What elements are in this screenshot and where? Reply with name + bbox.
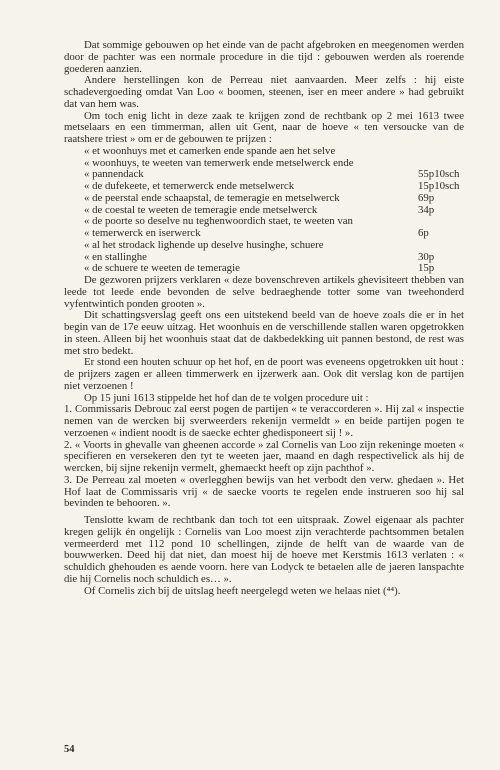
list-item bbox=[84, 240, 464, 252]
item-text: « temerwerck en iserwerck bbox=[84, 227, 201, 239]
list-item bbox=[84, 181, 464, 193]
item-value: 34p bbox=[418, 203, 435, 216]
procedure-item: 1. Commissaris Debrouc zal eerst pogen de partijen « te veraccorderen ». Hij zal « inspectie nemen van de wercken bij sverweerders rekenijn vermeldt » en beide partijen pogen te verzoenen « indient noodt is de saecke echter ghedisponeert sij ! ». bbox=[64, 403, 464, 439]
valuation-list bbox=[64, 146, 464, 275]
paragraph: De gezworen prijzers verklaren « deze bovenschreven artikels ghevisiteert thebben van leede tot leede ende bevonden de selve bedraeghende totter some van tweehonderd vyfentwintich ponden grooten ». bbox=[64, 274, 464, 310]
page-number: 54 bbox=[64, 744, 75, 755]
item-value: 15p bbox=[418, 262, 435, 275]
paragraph: Tenslotte kwam de rechtbank dan toch tot een uitspraak. Zowel eigenaar als pachter kregen gelijk én ongelijk : Cornelis van Loo moest zijn verachterde pachtsommen betalen vermeerderd met 112 pond 10 schellingen, zijnde de helft van de waarde van de bouwwerken. Deed hij dat niet, dan moest hij de hoeve met Kerstmis 1613 verlaten : « schuldich ghehouden es aende voorn. here van Lodyck te betaelen alle de jaeren lanspachte die hij Cornelis noch schuldich es… ». bbox=[64, 514, 464, 585]
item-value: 69p bbox=[418, 191, 435, 204]
item-text: « de schuere te weeten de temeragie bbox=[84, 262, 240, 275]
procedure-item: 3. De Perreau zal moeten « overlegghen bewijs van het verbodt den verw. ghedaen ». Het Hof laat de Commissaris vrij « de saecke voorts te regelen ende instrueren soo hij sal bevinden te behooren. ». bbox=[64, 473, 464, 510]
item-value: 30p bbox=[418, 250, 435, 263]
paragraph: Dit schattingsverslag geeft ons een uitstekend beeld van de hoeve zoals die er in het begin van de 17e eeuw uitzag. Het woonhuis en de verschillende stallen waren opgetrokken in steen. Alleen bij het woonhuis staat dat de dakbedekking uit pannen bestond, de rest was met stro bedekt. bbox=[64, 309, 464, 357]
item-text: « de coestal te weeten de temeragie ende metselwerck bbox=[84, 203, 318, 216]
item-text: « de peerstal ende schaapstal, de temeragie en metselwerck bbox=[84, 191, 340, 204]
item-text: « et woonhuys met et camerken ende spande aen het selve bbox=[84, 144, 336, 157]
body-text bbox=[64, 40, 464, 597]
item-text: « de dufekeete, et temerwerck ende metselwerck bbox=[84, 180, 295, 192]
item-value: 6p bbox=[418, 227, 429, 239]
item-value: 15p10sch bbox=[418, 180, 460, 192]
list-item bbox=[84, 146, 464, 158]
item-text: « pannendack bbox=[84, 168, 144, 181]
paragraph: Andere herstellingen kon de Perreau niet aanvaarden. Meer zelfs : hij eiste schadevergoeding omdat Van Loo « boomen, steenen, iser en meer andere » had gebruikt dat van hem was. bbox=[64, 74, 464, 110]
paragraph: Om toch enig licht in deze zaak te krijgen zond de rechtbank op 2 mei 1613 twee metselaars en een timmerman, allen uit Gent, naar de hoeve « ten versoucke van de raatshere triest » om er de gebouwen te prijzen : bbox=[64, 109, 464, 145]
paragraph: Er stond een houten schuur op het hof, en de poort was eveneens opgetrokken uit hout : de prijzers zagen er alleen timmerwerk en ijzerwerk aan. Ook dit verslag kon de partijen niet verzoenen ! bbox=[64, 356, 464, 392]
item-value bbox=[418, 146, 464, 158]
item-value: 55p10sch bbox=[418, 168, 460, 181]
paragraph: Of Cornelis zich bij de uitslag heeft neergelegd weten we helaas niet (⁴⁴). bbox=[84, 584, 401, 597]
item-value bbox=[418, 240, 464, 252]
procedure-item: 2. « Voorts in ghevalle van gheenen accorde » zal Cornelis van Loo zijn rekeninge moeten « specifieren en versekeren den tyt te weeten jaer, maand en dagh respectivelick als hij de wercken, bij sijne rekenijn vermelt, ghemaeckt heeft op zijn pachthof ». bbox=[64, 438, 464, 474]
paragraph: Op 15 juni 1613 stippelde het hof dan de te volgen procedure uit : bbox=[84, 391, 369, 404]
item-text: « woonhuys, te weeten van temerwerk ende metselwerck ende bbox=[84, 156, 354, 169]
paragraph: Dat sommige gebouwen op het einde van de pacht afgebroken en meegenomen werden door de pachter was een normale procedure in die tijd : gebouwen werden als roerende goederen aanzien. bbox=[64, 39, 464, 75]
item-text: « en stallinghe bbox=[84, 250, 147, 263]
list-item bbox=[84, 193, 464, 205]
item-text: « al het strodack lighende up deselve husinghe, schuere bbox=[84, 238, 324, 251]
item-text: « de poorte so deselve nu teghenwoordich staet, te weeten van bbox=[84, 215, 353, 228]
list-item bbox=[84, 228, 464, 240]
